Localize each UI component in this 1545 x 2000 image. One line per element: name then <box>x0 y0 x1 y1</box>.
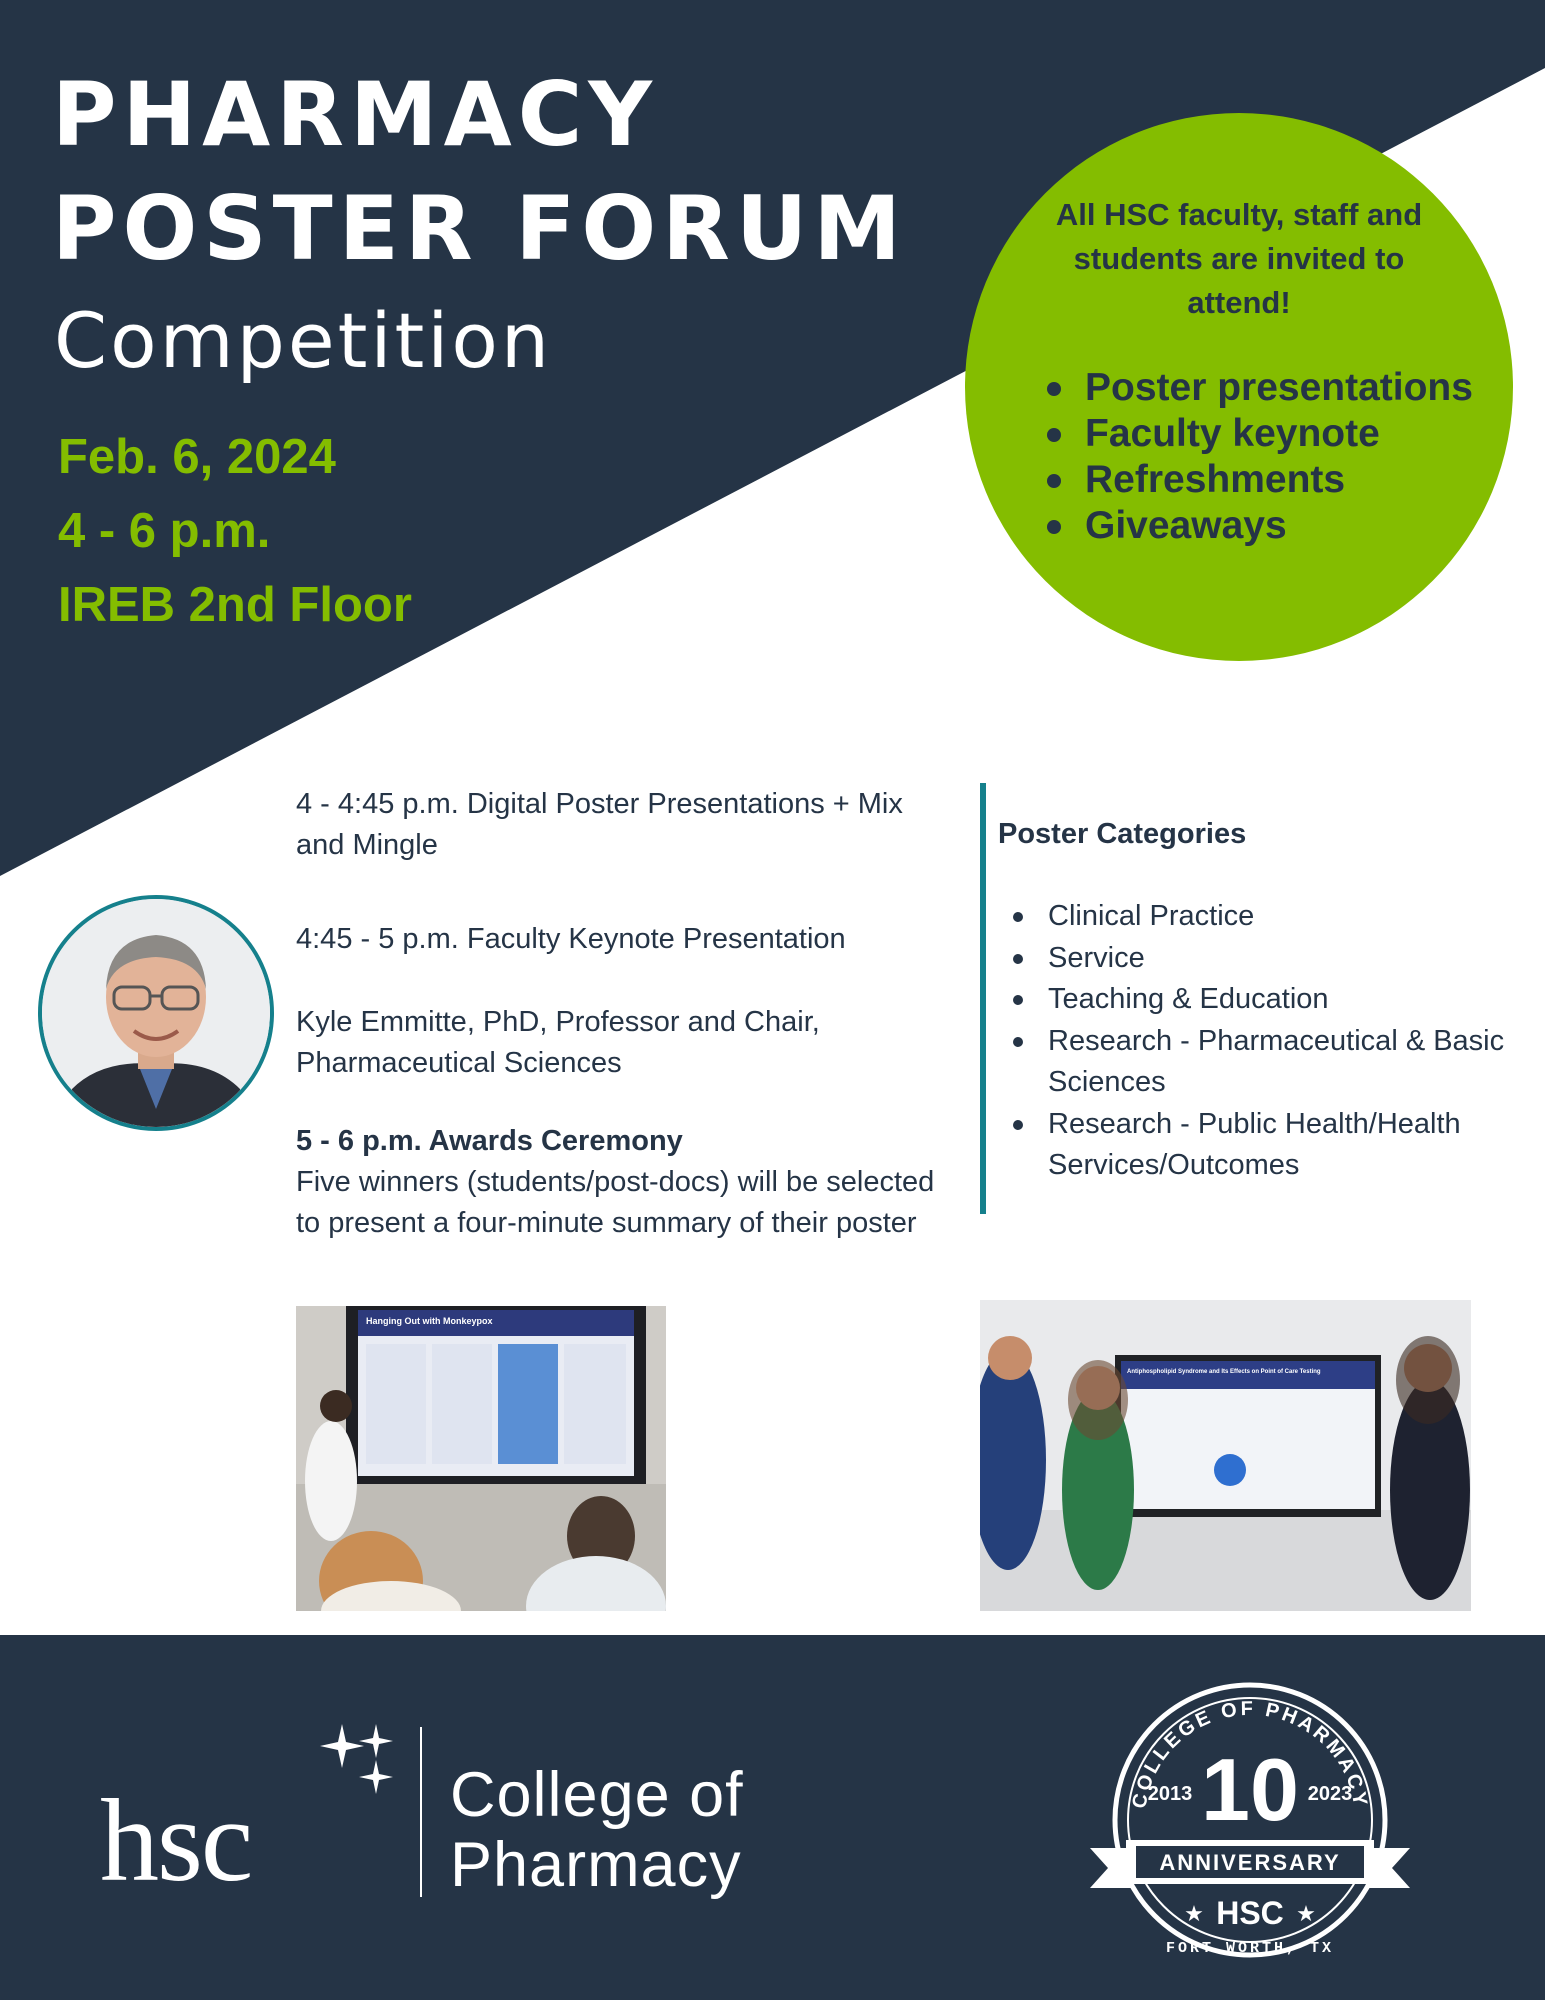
category-item: Research - Pharmaceutical & Basic Sciences <box>1010 1021 1530 1104</box>
invite-item: Refreshments <box>1043 457 1473 503</box>
categories-title: Poster Categories <box>998 818 1247 850</box>
schedule-item-poster-presentations: 4 - 4:45 p.m. Digital Poster Presentations + Mix and Mingle <box>296 788 903 861</box>
title-line-2: POSTER FORUM <box>52 177 907 280</box>
categories-divider <box>980 783 986 1214</box>
badge-city: FORT WORTH, TX <box>1165 1940 1335 1957</box>
poster-1-title: Hanging Out with Monkeypox <box>366 1316 493 1326</box>
invite-list <box>1043 365 1473 549</box>
awards-description: Five winners (students/post-docs) will be selected to present a four-minute summary of their poster <box>296 1166 935 1239</box>
invite-circle <box>965 113 1513 661</box>
college-line-2: Pharmacy <box>450 1830 742 1900</box>
presentation-photo-1 <box>296 1306 666 1611</box>
speaker-portrait <box>38 895 274 1131</box>
event-subtitle: Competition <box>54 296 553 385</box>
badge-number: 10 <box>1201 1740 1299 1839</box>
presentation-photo-2 <box>980 1300 1471 1611</box>
schedule-item-keynote: 4:45 - 5 p.m. Faculty Keynote Presentation <box>296 923 846 955</box>
hsc-logo-text: hsc <box>100 1775 252 1906</box>
hsc-logo <box>100 1720 400 1906</box>
category-item: Clinical Practice <box>1010 896 1530 938</box>
title-line-1: PHARMACY <box>52 63 658 166</box>
event-location: IREB 2nd Floor <box>58 578 412 632</box>
badge-year-end: 2023 <box>1307 1783 1353 1805</box>
schedule-item-awards <box>296 1121 936 1244</box>
person-icon <box>42 899 270 1127</box>
invite-item: Giveaways <box>1043 503 1473 549</box>
category-item: Teaching & Education <box>1010 979 1530 1021</box>
badge-org: HSC <box>1216 1895 1284 1931</box>
college-line-1: College of <box>450 1760 744 1830</box>
sparkle-icon <box>312 1720 402 1800</box>
keynote-speaker: Kyle Emmitte, PhD, Professor and Chair, Pharmaceutical Sciences <box>296 1006 820 1079</box>
anniversary-badge <box>1090 1670 1410 1970</box>
invite-item: Faculty keynote <box>1043 411 1473 457</box>
badge-ribbon-text: ANNIVERSARY <box>1159 1850 1341 1875</box>
event-details <box>58 420 412 642</box>
category-item: Research - Public Health/Health Services/Outcomes <box>1010 1104 1530 1187</box>
category-item: Service <box>1010 938 1530 980</box>
badge-year-start: 2013 <box>1147 1783 1193 1805</box>
college-name <box>450 1760 744 1900</box>
event-date: Feb. 6, 2024 <box>58 430 336 484</box>
badge-arc-text: COLLEGE OF PHARMACY <box>1128 1697 1372 1811</box>
event-title <box>52 58 907 286</box>
star-icon: ★ <box>1184 1902 1204 1927</box>
event-time: 4 - 6 p.m. <box>58 504 271 558</box>
invite-text: All HSC faculty, staff and students are invited to attend! <box>1055 197 1423 320</box>
poster-2-title: Antiphospholipid Syndrome and Its Effects on Point of Care Testing <box>1127 1369 1321 1375</box>
categories-list <box>1010 896 1530 1187</box>
footer-divider <box>420 1727 422 1897</box>
awards-title: 5 - 6 p.m. Awards Ceremony <box>296 1125 683 1157</box>
invite-item: Poster presentations <box>1043 365 1473 411</box>
star-icon: ★ <box>1296 1902 1316 1927</box>
